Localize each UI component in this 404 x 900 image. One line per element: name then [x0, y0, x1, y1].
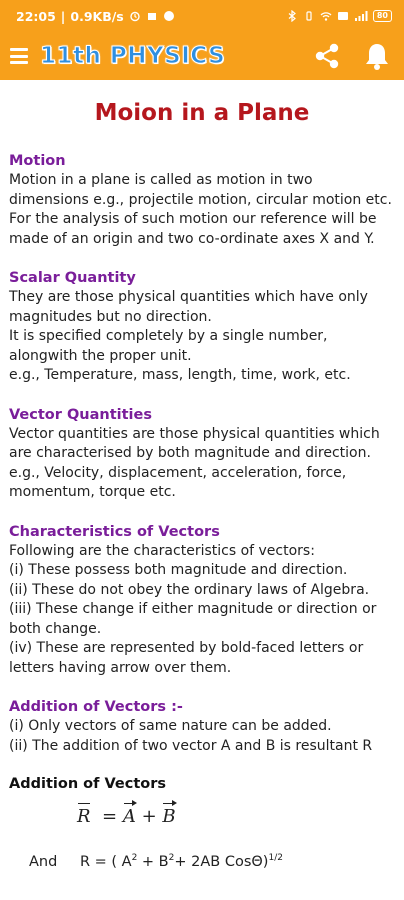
bell-icon[interactable]: [364, 41, 390, 71]
status-left: 22:05 | 0.9KB/s: [16, 9, 175, 24]
section-vector-quantities: [9, 406, 395, 503]
formula-mid: + B: [137, 853, 169, 870]
section-body: [9, 717, 395, 756]
vector-b: B: [162, 806, 176, 827]
appbar-actions: [312, 41, 394, 71]
section-line: (i) These possess both magnitude and direction.: [9, 562, 348, 578]
section-body: [9, 542, 395, 679]
vector-r: R: [77, 806, 91, 827]
section-characteristics-of-vectors: [9, 523, 395, 679]
section-line: (i) Only vectors of same nature can be added.: [9, 718, 332, 734]
formula-lhs: R = ( A: [79, 853, 132, 870]
bluetooth-icon: [286, 10, 298, 22]
content: [0, 100, 404, 870]
status-time: 22:05: [16, 8, 56, 24]
status-speed: 0.9KB/s: [70, 8, 124, 24]
whatsapp-icon: [163, 10, 175, 22]
formula-exp: 1/2: [268, 853, 283, 863]
section-heading: Scalar Quantity: [9, 270, 136, 286]
section-addition-of-vectors: [9, 698, 395, 756]
section-line: Motion in a plane is called as motion in two dimensions e.g., projectile motion, circular motion etc. For the analysis of such motion our reference will be made of an origin and two co-ordinate axes X and Y.: [9, 172, 392, 247]
menu-icon[interactable]: [10, 48, 28, 64]
section-line: (iv) These are represented by bold-faced letters or letters having arrow over them.: [9, 640, 364, 676]
app-bar: [0, 32, 404, 80]
section-line: (ii) The addition of two vector A and B is resultant R: [9, 737, 373, 754]
section-motion: [9, 152, 395, 249]
section-heading: Vector Quantities: [9, 406, 152, 423]
addition-heading: Addition of Vectors: [9, 776, 167, 792]
section-body: [9, 425, 395, 503]
formula-and: And: [29, 853, 58, 870]
section-body: [9, 171, 395, 249]
section-line: Following are the characteristics of vectors:: [9, 542, 315, 559]
resultant-magnitude-formula: [9, 853, 395, 870]
section-line: (iii) These change if either magnitude or direction or both change.: [9, 601, 377, 637]
vector-sum-formula: [9, 806, 395, 827]
section-scalar-quantity: [9, 269, 395, 386]
formula-equals: =: [102, 806, 118, 827]
notification-icon: [146, 10, 158, 22]
section-line: They are those physical quantities which have only magnitudes but no direction.: [9, 289, 368, 325]
section-body: [9, 288, 395, 386]
vibrate-icon: [303, 10, 315, 22]
app-title: 11th PHYSICS: [40, 43, 226, 69]
section-line: e.g., Velocity, displacement, acceleration, force, momentum, torque etc.: [9, 464, 347, 500]
section-line: e.g., Temperature, mass, length, time, work, etc.: [9, 367, 351, 383]
share-icon[interactable]: [312, 41, 342, 71]
page-title: Moion in a Plane: [94, 100, 310, 126]
wifi-icon: [320, 10, 332, 22]
status-bar: [0, 0, 404, 32]
vector-a: A: [122, 806, 136, 827]
section-line: Vector quantities are those physical quantities which are characterised by both magnitude and direction.: [9, 425, 380, 461]
section-line: It is specified completely by a single number, alongwith the proper unit.: [9, 328, 328, 364]
section-line: (ii) These do not obey the ordinary laws of Algebra.: [9, 581, 370, 598]
formula-sq2: 2: [168, 853, 175, 863]
formula-plus: +: [141, 806, 157, 827]
section-heading: Characteristics of Vectors: [9, 523, 220, 540]
formula-sq1: 2: [131, 853, 138, 863]
volte-icon: [337, 10, 349, 22]
status-right: [286, 10, 392, 22]
section-heading: Motion: [9, 153, 66, 169]
battery-icon: 80: [373, 10, 392, 22]
alarm-icon: [129, 10, 141, 22]
signal-icon: [354, 10, 368, 22]
formula-rest: + 2AB CosΘ): [174, 853, 269, 870]
section-heading: Addition of Vectors :-: [9, 699, 183, 715]
